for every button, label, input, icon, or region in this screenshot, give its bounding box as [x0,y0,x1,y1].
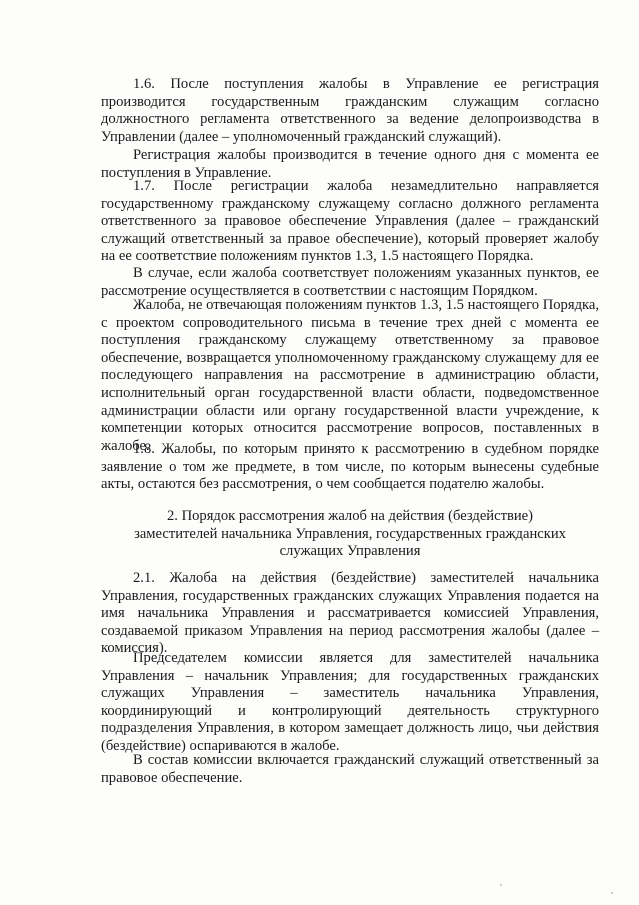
paragraph-1-6: 1.6. После поступления жалобы в Управление ее регистрация производится государственным гражданским служащим согласно должностного регламента ответственного за ведение делопроизводства в Управлении (далее – уполномоченный гражданский служащий). [101,76,599,145]
paragraph-chairman: Председателем комиссии является для заместителей начальника Управления – начальник Управления; для государственных гражданских служащих Управления – заместитель начальника Управления, координирующий и контролирующий деятельность структурного подразделения Управления, в котором замещает должность лицо, чьи действия (бездействие) оспариваются в жалобе. [101,650,599,754]
section-heading [101,508,599,561]
paragraph-non-compliant: Жалоба, не отвечающая положениям пунктов 1.3, 1.5 настоящего Порядка, с проектом сопроводительного письма в течение трех дней с момента ее поступления гражданскому служащему ответственному за правовое обеспечение, возвращается уполномоченному гражданскому служащему для ее последующего направления на рассмотрение в администрацию области, исполнительный орган государственной власти области, подведомственное администрации области или органу государственной власти учреждение, к компетенции которых относится рассмотрение вопросов, поставленных в жалобе. [101,297,599,454]
paragraph-registration: Регистрация жалобы производится в течение одного дня с момента ее поступления в Управление. [101,147,599,181]
paragraph-commission-members: В состав комиссии включается гражданский служащий ответственный за правовое обеспечение. [101,752,599,786]
paragraph-2-1: 2.1. Жалоба на действия (бездействие) заместителей начальника Управления, государственных гражданских служащих Управления подается на имя начальника Управления и рассматривается комиссией Управления, создаваемой приказом Управления на период рассмотрения жалобы (далее – комиссия). [101,570,599,657]
scan-speck [500,884,502,886]
section-heading-line-3: служащих Управления [279,543,421,560]
paragraph-1-7: 1.7. После регистрации жалоба незамедлительно направляется государственному гражданскому служащему согласно должного регламента ответственного за правовое обеспечение Управления (далее – гражданский служащий ответственный за правое обеспечение), который проверяет жалобу на ее соответствие положениям пунктов 1.3, 1.5 настоящего Порядка. [101,178,599,265]
paragraph-1-8: 1.8. Жалобы, по которым принято к рассмотрению в судебном порядке заявление о том же предмете, в том числе, по которым вынесены судебные акты, остаются без рассмотрения, о чем сообщается подателю жалобы. [101,441,599,493]
section-heading-line-1: 2. Порядок рассмотрения жалоб на действия (бездействие) [166,508,534,524]
paragraph-compliance: В случае, если жалоба соответствует положениям указанных пунктов, ее рассмотрение осуществляется в соответствии с настоящим Порядком. [101,265,599,299]
section-heading-line-2: заместителей начальника Управления, государственных гражданских [134,525,566,542]
scan-speck [611,892,613,894]
